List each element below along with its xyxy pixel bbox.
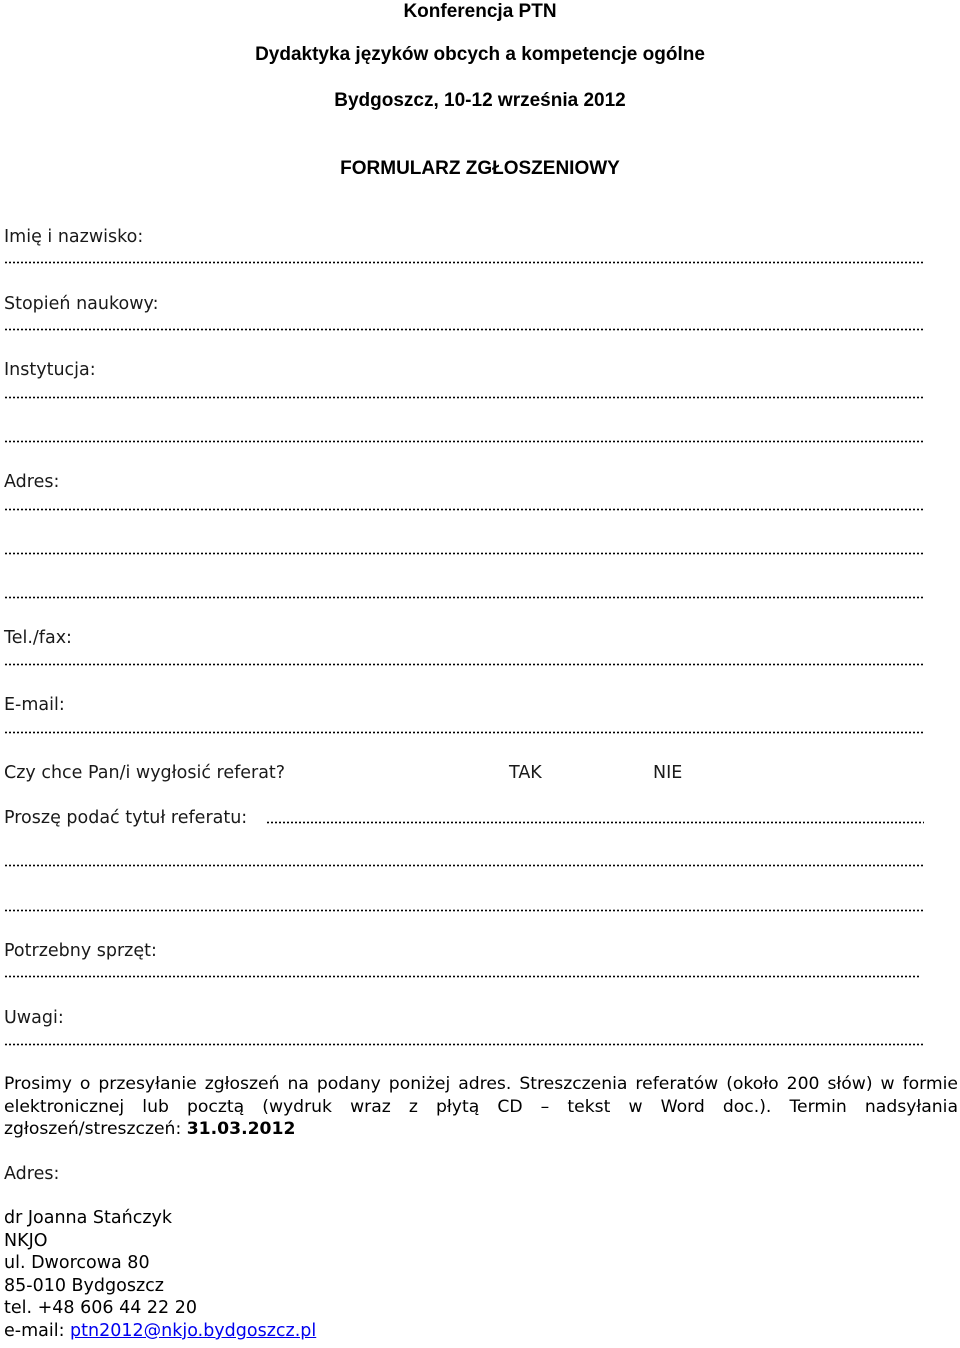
institution-fill-line-2[interactable] xyxy=(4,440,924,443)
contact-street: ul. Dworcowa 80 xyxy=(4,1253,150,1274)
notes-label: Uwagi: xyxy=(4,1008,64,1028)
contact-email-label: e-mail: xyxy=(4,1320,71,1341)
paper-title-fill-line-1[interactable] xyxy=(266,821,924,824)
institution-label: Instytucja: xyxy=(4,360,96,380)
paper-title-fill-line-3[interactable] xyxy=(4,909,924,912)
submission-info xyxy=(4,1073,958,1141)
contact-name: dr Joanna Stańczyk xyxy=(4,1208,173,1228)
email-label: E-mail: xyxy=(4,695,65,715)
conference-title: Dydaktyka języków obcych a kompetencje ogólne xyxy=(255,44,705,65)
equipment-label: Potrzebny sprzęt: xyxy=(4,941,157,961)
option-yes[interactable]: TAK xyxy=(509,763,542,783)
contact-email-line xyxy=(4,1320,316,1343)
paper-title-fill-line-2[interactable] xyxy=(4,864,924,867)
notes-fill-line[interactable] xyxy=(4,1043,924,1046)
address-fill-line-2[interactable] xyxy=(4,552,924,555)
phone-label: Tel./fax: xyxy=(4,628,72,648)
address-label: Adres: xyxy=(4,472,60,492)
degree-label: Stopień naukowy: xyxy=(4,294,159,314)
conference-place-date: Bydgoszcz, 10-12 września 2012 xyxy=(334,90,626,111)
option-no[interactable]: NIE xyxy=(653,763,683,783)
form-title: FORMULARZ ZGŁOSZENIOWY xyxy=(340,158,620,179)
paper-question-label: Czy chce Pan/i wygłosić referat? xyxy=(4,763,286,783)
contact-block xyxy=(4,1207,316,1343)
name-label: Imię i nazwisko: xyxy=(4,227,144,247)
paper-title-label: Proszę podać tytuł referatu: xyxy=(4,808,248,828)
degree-fill-line[interactable] xyxy=(4,328,924,331)
address-fill-line-1[interactable] xyxy=(4,508,924,511)
contact-city: 85-010 Bydgoszcz xyxy=(4,1275,164,1296)
submission-info-text: Prosimy o przesyłanie zgłoszeń na podany poniżej adres. Streszczenia referatów (około 200 słów) w formie elektronicznej lub pocztą (wydruk wraz z płytą CD – tekst w Word doc.). Termin nadsyłania zgłoszeń/streszczeń: xyxy=(4,1074,958,1139)
phone-fill-line[interactable] xyxy=(4,663,924,666)
contact-phone: tel. +48 606 44 22 20 xyxy=(4,1298,198,1319)
address-fill-line-3[interactable] xyxy=(4,596,924,599)
name-fill-line[interactable] xyxy=(4,261,924,264)
contact-org: NKJO xyxy=(4,1230,48,1251)
contact-email-link[interactable]: ptn2012@nkjo.bydgoszcz.pl xyxy=(70,1320,317,1341)
submission-deadline: 31.03.2012 xyxy=(186,1119,296,1139)
email-fill-line[interactable] xyxy=(4,731,924,734)
equipment-fill-line[interactable] xyxy=(4,975,920,978)
institution-fill-line-1[interactable] xyxy=(4,396,924,399)
conference-name: Konferencja PTN xyxy=(403,1,557,22)
contact-heading: Adres: xyxy=(4,1164,60,1184)
